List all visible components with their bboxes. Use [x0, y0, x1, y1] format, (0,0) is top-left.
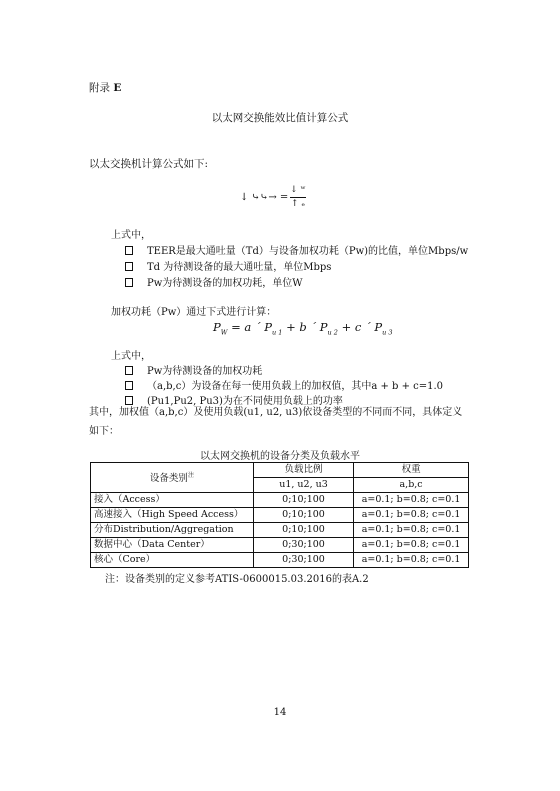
table-note: 注：设备类别的定义参考ATIS-0600015.03.2016的表A.2: [105, 574, 369, 585]
checkbox-bullet-icon: [125, 278, 133, 287]
appendix-prefix: 附录: [89, 82, 110, 94]
checkbox-bullet-icon: [125, 381, 133, 390]
cell-load: 0;10;100: [253, 493, 353, 508]
teer-fraction-denominator: ↑ ₑ: [291, 199, 305, 209]
fraction-bar: [290, 197, 306, 198]
cell-weight: a=0.1; b=0.8; c=0.1: [354, 523, 469, 538]
header-weight: 权重: [354, 463, 469, 478]
cell-load: 0;30;100: [253, 538, 353, 553]
teer-fraction: [290, 185, 306, 210]
checkbox-bullet-icon: [125, 262, 133, 271]
cell-load: 0;10;100: [253, 523, 353, 538]
weighted-power-formula: $P_W = a$ ´ $P_{u 1} + b$ ´ $P_{u 2} + c$ ´ $P_{u 3}$: [213, 320, 393, 337]
cell-weight: a=0.1; b=0.8; c=0.1: [354, 538, 469, 553]
list-item: Pw为待测设备的加权功耗，单位W: [125, 274, 303, 289]
table-row: [91, 553, 469, 568]
teer-formula: [240, 185, 330, 213]
checkbox-bullet-icon: [125, 246, 133, 255]
checkbox-bullet-icon: [125, 366, 133, 375]
device-category-table: [90, 462, 469, 568]
cell-category: 核心（Core）: [91, 553, 254, 568]
where-label-1: 上式中，: [111, 230, 151, 241]
table-header-row: [91, 463, 469, 478]
list-item: TEER是最大通吐量（Td）与设备加权功耗（Pw)的比值，单位Mbps/w: [125, 242, 468, 257]
header-weight-sub: a,b,c: [354, 478, 469, 493]
list-item: Td 为待测设备的最大通吐量，单位Mbps: [125, 258, 331, 273]
appendix-heading: [89, 80, 121, 95]
cell-category: 分布Distribution/Aggregation: [91, 523, 254, 538]
list-item: Pw为待测设备的加权功耗: [125, 362, 262, 377]
header-load: 负载比例: [253, 463, 353, 478]
intro-text: 以太交换机计算公式如下:: [89, 158, 209, 170]
teer-formula-lhs: ↓ ⤷⤷→ =: [240, 192, 289, 203]
header-category: 设备类别$^注$: [91, 463, 254, 493]
document-title: 以太网交换能效比值计算公式: [211, 112, 349, 124]
teer-fraction-numerator: ↓ ʷ: [290, 185, 306, 195]
page-number: 14: [273, 707, 287, 718]
cell-weight: a=0.1; b=0.8; c=0.1: [354, 493, 469, 508]
cell-load: 0;10;100: [253, 508, 353, 523]
cell-category: 数据中心（Data Center）: [91, 538, 254, 553]
appendix-letter: E: [113, 82, 122, 94]
cell-weight: a=0.1; b=0.8; c=0.1: [354, 553, 469, 568]
table-row: [91, 508, 469, 523]
header-category-mark: 注: [187, 471, 194, 479]
definition-paragraph: 其中，加权值（a,b,c）及使用负载(u1, u2, u3)依设备类型的不同而不同，具体定义如下：: [89, 407, 463, 437]
bullet-list-1: [125, 242, 469, 290]
table-row: [91, 523, 469, 538]
list-item: (Pu1,Pu2, Pu3)为在不同使用负载上的功率: [125, 392, 343, 407]
cell-weight: a=0.1; b=0.8; c=0.1: [354, 508, 469, 523]
header-load-sub: u1, u2, u3: [253, 478, 353, 493]
cell-category: 高速接入（High Speed Access）: [91, 508, 254, 523]
table-caption: 以太网交换机的设备分类及负载水平: [200, 451, 360, 462]
table-row: [91, 493, 469, 508]
weighted-power-intro: 加权功耗（Pw）通过下式进行计算：: [111, 307, 277, 318]
list-item: （a,b,c）为设备在每一使用负载上的加权值，其中a + b + c=1.0: [125, 377, 443, 392]
where-label-2: 上式中，: [111, 351, 151, 362]
cell-load: 0;30;100: [253, 553, 353, 568]
cell-category: 接入（Access）: [91, 493, 254, 508]
table-row: [91, 538, 469, 553]
